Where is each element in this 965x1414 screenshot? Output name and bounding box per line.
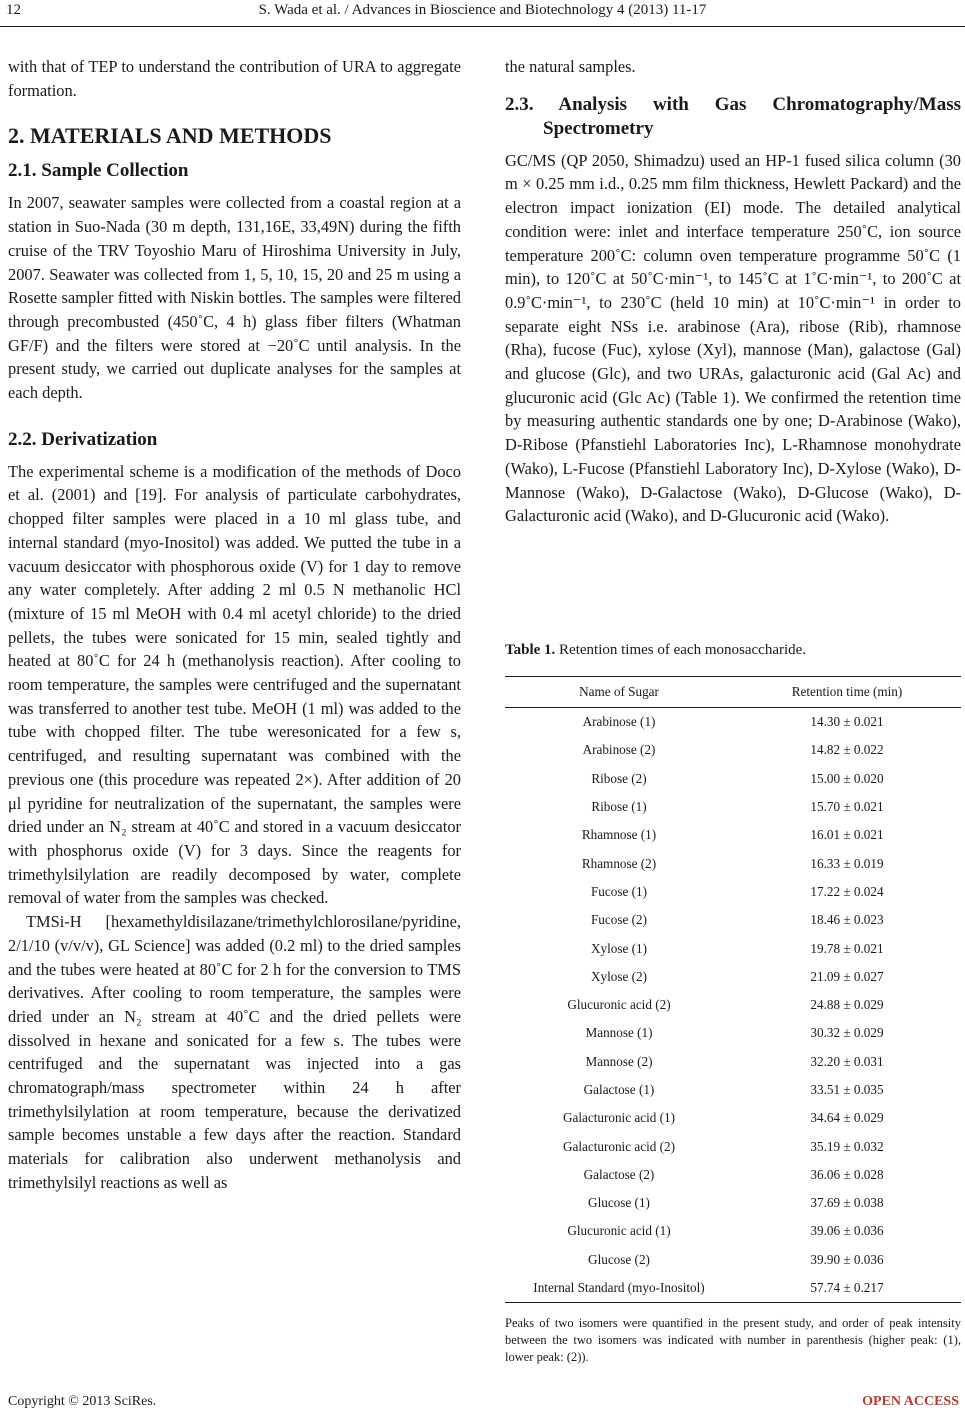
sugar-name-cell: Arabinose (2): [582, 742, 656, 758]
table-caption-label: Table 1.: [505, 642, 556, 658]
sugar-name-cell: Internal Standard (myo-Inositol): [533, 1280, 705, 1296]
table-row: [505, 765, 961, 793]
table-row: [505, 821, 961, 849]
header-rule: [0, 26, 965, 27]
gcms-text: GC/MS (QP 2050, Shimadzu) used an HP-1 fused silica column (30 m × 0.25 mm i.d., 0.25 mm film thickness, Hewlett Packard) and the electron impact ionization (EI) mode. The detailed analytical condition were: inlet and interface temperature 250˚C, ion source temperature 200˚C: column oven temperature programme 50˚C (1 min), to 120˚C at 50˚C·min⁻¹, to 145˚C at 1˚C·min⁻¹, to 200˚C at 0.9˚C·min⁻¹, to 230˚C (held 10 min) at 10˚C·min⁻¹ in order to separate eight NSs i.e. arabinose (Ara), ribose (Rib), rhamnose (Rha), fucose (Fuc), xylose (Xyl), mannose (Man), galactose (Gal) and glucose (Glc), and two URAs, galacturonic acid (Gal Ac) and glucuronic acid (Glc Ac) (Table 1). We confirmed the retention time by measuring authentic standards one by one; D-Arabinose (Wako), D-Ribose (Pfanstiehl Laboratories Inc), L-Rhamnose monohydrate (Wako), L-Fucose (Pfanstiehl Laboratory Inc), D-Xylose (Wako), D-Mannose (Wako), D-Galactose (Wako), D-Glucose (Wako), D-Galacturonic acid (Wako), and D-Glucuronic acid (Wako).: [505, 150, 961, 526]
retention-time-cell: 37.69 ± 0.038: [810, 1195, 884, 1211]
sugar-name-cell: Fucose (1): [590, 883, 648, 899]
retention-time-cell: 30.32 ± 0.029: [810, 1025, 884, 1041]
retention-time-cell: 16.01 ± 0.021: [810, 827, 884, 843]
table-row: [505, 736, 961, 764]
section-heading: 2. MATERIALS AND METHODS: [8, 123, 332, 149]
open-access-badge: OPEN ACCESS: [862, 1394, 959, 1409]
sugar-name-cell: Ribose (2): [591, 770, 647, 786]
table-caption-text: Retention times of each monosaccharide.: [555, 642, 807, 658]
left-column: [8, 55, 461, 1195]
retention-time-cell: 24.88 ± 0.029: [810, 997, 884, 1013]
sugar-name-cell: Glucuronic acid (2): [567, 997, 671, 1013]
table-row: [505, 793, 961, 821]
retention-time-cell: 35.19 ± 0.032: [810, 1138, 884, 1154]
subsection-heading-derivatization: 2.2. Derivatization: [8, 428, 158, 450]
sugar-name-cell: Galactose (1): [583, 1082, 655, 1097]
subsection-heading-sample-collection: 2.1. Sample Collection: [8, 160, 189, 182]
retention-time-cell: 18.46 ± 0.023: [810, 912, 884, 928]
retention-time-cell: 36.06 ± 0.028: [810, 1166, 884, 1182]
table-row: [505, 991, 961, 1019]
retention-time-cell: 15.70 ± 0.021: [810, 799, 884, 815]
sugar-name-cell: Rhamnose (1): [581, 827, 657, 843]
right-column: [505, 55, 961, 528]
sugar-name-cell: Ribose (1): [591, 799, 647, 815]
retention-table-container: [505, 676, 961, 1366]
derivatization-paragraph-1: The experimental scheme is a modification of the methods of Doco et al. (2001) and [19]. For analysis of particulate carbohydrates, chopped filter samples were placed in a 10 ml glass tube, and internal standard (myo-Inositol) was added. We putted the tube in a vacuum desiccator with phosphorous oxide (V) for 1 day to remove any water completely. After adding 2 ml 0.5 N methanolic HCl (mixture of 15 ml MeOH with 0.4 ml acetyl chloride) to the dried pellets, the tubes were sonicated for 15 min, sealed tightly and heated at 80˚C for 24 h (methanolysis reaction). After cooling to room temperature, the samples were centrifuged and the supernatant was transferred to another test tube. MeOH (1 ml) was added to the tube with chopped filter. The tube weresonicated for a few s, centrifuged, and resulting supernatant was combined with the previous one (this procedure was repeated 2×). After addition of 20 μl pyridine for neutralization of the supernatant, the samples were dried under an N₂ stream at 40˚C and stored in a vacuum desiccator with phosphorus oxide (V) for 3 days. Since the reagents for trimethylsilylation are readily decomposed by water, complete removal of water from the samples was checked.: [8, 461, 461, 908]
retention-time-cell: 32.20 ± 0.031: [810, 1053, 884, 1069]
table-row: [505, 1274, 961, 1303]
sugar-name-cell: Mannose (2): [585, 1053, 653, 1069]
retention-table: [505, 676, 961, 1303]
table-row: [505, 849, 961, 877]
table-row: [505, 1132, 961, 1160]
table-row: [505, 1019, 961, 1047]
retention-time-cell: 16.33 ± 0.019: [810, 855, 884, 871]
continuation-text: the natural samples.: [505, 57, 636, 76]
sugar-name-cell: Galacturonic acid (1): [562, 1110, 676, 1126]
sugar-name-cell: Arabinose (1): [582, 714, 656, 730]
table-body: [505, 708, 961, 1303]
table-row: [505, 1161, 961, 1189]
table-row: [505, 963, 961, 991]
retention-time-cell: 34.64 ± 0.029: [810, 1110, 884, 1126]
table-row: [505, 1076, 961, 1104]
retention-time-cell: 15.00 ± 0.020: [810, 770, 884, 786]
table-caption: [505, 642, 961, 659]
sugar-name-cell: Rhamnose (2): [581, 855, 657, 871]
retention-time-cell: 39.90 ± 0.036: [810, 1251, 884, 1267]
header-name-of-sugar: Name of Sugar: [579, 684, 659, 699]
copyright-notice: Copyright © 2013 SciRes.: [8, 1394, 157, 1409]
table-row: [505, 906, 961, 934]
sugar-name-cell: Mannose (1): [585, 1025, 653, 1041]
retention-time-cell: 33.51 ± 0.035: [810, 1082, 884, 1097]
retention-time-cell: 14.30 ± 0.021: [810, 714, 884, 730]
retention-time-cell: 19.78 ± 0.021: [810, 940, 884, 956]
table-note: Peaks of two isomers were quantified in the present study, and order of peak intensity between the two isomers was indicated with number in parenthesis (higher peak: (1), lower peak: (2)).: [505, 1316, 961, 1365]
derivatization-paragraph-2: TMSi-H [hexamethyldisilazane/trimethylchlorosilane/pyridine, 2/1/10 (v/v/v), GL Science] was added (0.2 ml) to the dried samples and the tubes were heated at 80˚C for 2 h for the conversion to TMS derivatives. After cooling to room temperature, the samples were dried under an N₂ stream at 40˚C and the dried pellets were dissolved in hexane and sonicated for a few s. The tubes were centrifuged and the supernatant was injected into a gas chromatograph/mass spectrometer within 24 h after trimethylsilylation at room temperature, because the derivatized sample becomes unstable a few days after the reaction. Standard materials for calibration also underwent methanolysis and trimethylsilyl reactions as well as: [8, 912, 461, 1192]
retention-time-cell: 21.09 ± 0.027: [810, 968, 884, 984]
table-header-row: [505, 677, 961, 708]
retention-time-cell: 57.74 ± 0.217: [810, 1280, 884, 1296]
sugar-name-cell: Fucose (2): [590, 912, 648, 928]
sugar-name-cell: Galactose (2): [583, 1166, 655, 1182]
retention-time-cell: 14.82 ± 0.022: [810, 742, 884, 758]
sample-collection-text: In 2007, seawater samples were collected from a coastal region at a station in Suo-Nada (30 m depth, 131,16E, 33,49N) during the fifth cruise of the TRV Toyoshio Maru of Hiroshima University in July, 2007. Seawater was collected from 1, 5, 10, 15, 20 and 25 m using a Rosette sampler fitted with Niskin bottles. The samples were filtered through precombusted (450˚C, 4 h) glass fiber filters (Whatman GF/F) and the filters were stored at −20˚C until analysis. In the present study, we carried out duplicate analyses for the samples at each depth.: [8, 193, 461, 403]
table-row: [505, 934, 961, 962]
retention-time-cell: 17.22 ± 0.024: [810, 883, 884, 899]
sugar-name-cell: Xylose (2): [590, 968, 648, 984]
sugar-name-cell: Glucose (1): [588, 1195, 650, 1211]
running-title: S. Wada et al. / Advances in Bioscience and Biotechnology 4 (2013) 11-17: [258, 2, 707, 18]
table-row: [505, 1104, 961, 1132]
intro-text: with that of TEP to understand the contribution of URA to aggregate formation.: [8, 57, 461, 100]
sugar-name-cell: Glucose (2): [588, 1251, 650, 1267]
table-row: [505, 1048, 961, 1076]
table-row: [505, 708, 961, 737]
table-row: [505, 1217, 961, 1245]
table-row: [505, 878, 961, 906]
header-retention-time: Retention time (min): [791, 684, 903, 699]
retention-time-cell: 39.06 ± 0.036: [810, 1223, 884, 1239]
table-row: [505, 1189, 961, 1217]
sugar-name-cell: Galacturonic acid (2): [562, 1138, 676, 1154]
table-row: [505, 1246, 961, 1274]
subsection-heading-gcms: 2.3. Analysis with Gas Chromatography/Mass Spectrometry: [505, 93, 961, 139]
page-number: 12: [6, 2, 21, 18]
sugar-name-cell: Xylose (1): [590, 940, 648, 956]
sugar-name-cell: Glucuronic acid (1): [567, 1223, 671, 1239]
